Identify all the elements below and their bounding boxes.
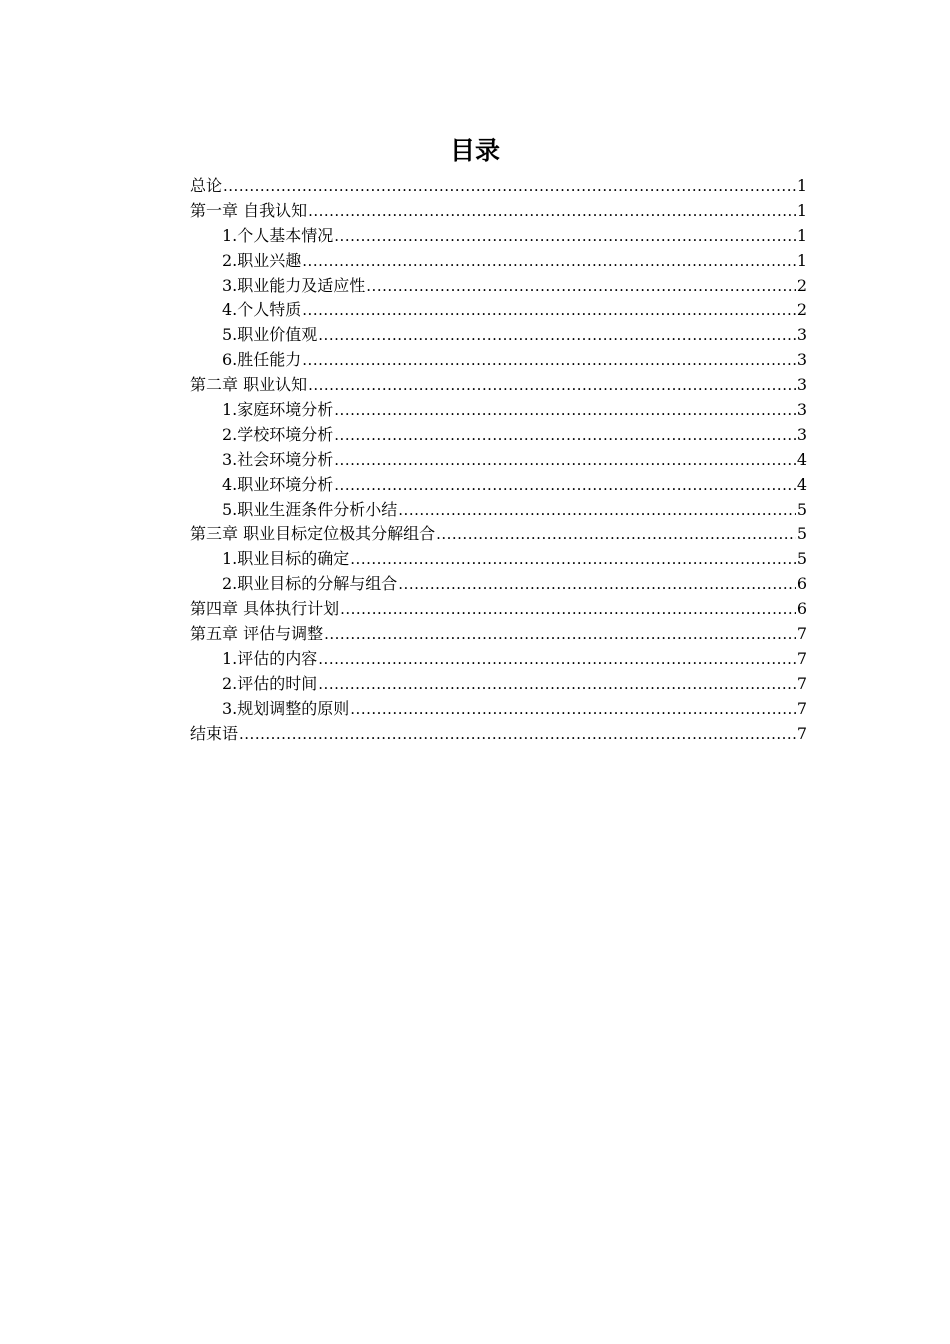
toc-list [190,174,807,746]
toc-entry-label: 1.个人基本情况 [222,225,334,245]
toc-entry[interactable] [190,249,807,274]
toc-entry-page-number: 1 [796,200,807,220]
toc-dot-leader [318,672,796,697]
toc-entry-label: 4.个人特质 [222,300,302,320]
toc-entry-label: 结束语 [190,723,239,743]
toc-entry-label: 第四章 具体执行计划 [190,599,340,619]
toc-entry[interactable] [190,547,807,572]
toc-entry-page-number: 5 [796,499,807,519]
toc-entry-label: 第二章 职业认知 [190,375,308,395]
toc-dot-leader [334,473,796,498]
toc-entry-label: 3.规划调整的原则 [222,698,350,718]
toc-dot-leader [334,398,796,423]
toc-dot-leader [350,697,796,722]
toc-entry-page-number: 3 [796,350,807,370]
toc-entry-label: 3.职业能力及适应性 [222,275,366,295]
toc-entry-page-number: 2 [796,275,807,295]
toc-dot-leader [308,373,796,398]
toc-entry[interactable] [190,647,807,672]
toc-dot-leader [398,498,796,523]
toc-entry-label: 5.职业生涯条件分析小结 [222,499,398,519]
toc-dot-leader [318,323,796,348]
toc-entry[interactable] [190,572,807,597]
toc-entry[interactable] [190,423,807,448]
toc-entry[interactable] [190,722,807,747]
toc-entry-page-number: 3 [796,400,807,420]
toc-entry[interactable] [190,522,807,547]
toc-entry-label: 2.评估的时间 [222,673,318,693]
toc-entry-label: 2.职业目标的分解与组合 [222,574,398,594]
toc-dot-leader [302,348,796,373]
toc-entry[interactable] [190,597,807,622]
toc-entry-page-number: 1 [796,176,807,195]
toc-dot-leader [398,572,796,597]
toc-entry-label: 第一章 自我认知 [190,200,308,220]
toc-entry-page-number: 3 [796,424,807,444]
toc-dot-leader [334,448,796,473]
toc-entry-page-number: 3 [796,325,807,345]
toc-entry-page-number: 6 [796,574,807,594]
toc-entry-label: 3.社会环境分析 [222,449,334,469]
toc-entry-page-number: 7 [796,723,807,743]
toc-dot-leader [239,722,796,747]
toc-entry[interactable] [190,498,807,523]
toc-dot-leader [324,622,796,647]
toc-entry-label: 1.职业目标的确定 [222,549,350,569]
toc-entry-page-number: 6 [796,599,807,619]
toc-dot-leader [334,423,796,448]
toc-entry[interactable] [190,348,807,373]
toc-entry-label: 6.胜任能力 [222,350,302,370]
toc-title: 目录 [449,136,500,165]
toc-entry-page-number: 5 [796,549,807,569]
toc-entry[interactable] [190,298,807,323]
toc-entry-page-number: 5 [796,524,807,544]
toc-entry-label: 2.职业兴趣 [222,250,302,270]
toc-entry[interactable] [190,398,807,423]
toc-dot-leader [340,597,796,622]
toc-entry[interactable] [190,448,807,473]
toc-entry-page-number: 7 [796,673,807,693]
toc-entry-page-number: 2 [796,300,807,320]
toc-dot-leader [436,522,796,547]
toc-entry[interactable] [190,697,807,722]
toc-entry-page-number: 1 [796,225,807,245]
toc-entry[interactable] [190,622,807,647]
toc-dot-leader [302,298,796,323]
toc-entry-label: 第三章 职业目标定位极其分解组合 [190,524,436,544]
toc-dot-leader [223,174,796,199]
toc-entry-page-number: 7 [796,624,807,644]
toc-entry-page-number: 7 [796,698,807,718]
toc-entry-label: 4.职业环境分析 [222,474,334,494]
toc-entry-label: 1.家庭环境分析 [222,400,334,420]
toc-entry[interactable] [190,274,807,299]
toc-dot-leader [302,249,796,274]
toc-dot-leader [318,647,796,672]
toc-entry-page-number: 7 [796,648,807,668]
toc-entry-page-number: 1 [796,250,807,270]
toc-dot-leader [366,274,796,299]
toc-entry-label: 5.职业价值观 [222,325,318,345]
toc-dot-leader [308,199,796,224]
toc-entry[interactable] [190,323,807,348]
toc-entry[interactable] [190,373,807,398]
toc-entry-label: 总论 [190,176,223,195]
toc-entry[interactable] [190,672,807,697]
toc-entry[interactable] [190,224,807,249]
toc-entry-page-number: 4 [796,474,807,494]
toc-dot-leader [334,224,796,249]
toc-entry-label: 1.评估的内容 [222,648,318,668]
toc-entry[interactable] [190,174,807,199]
toc-entry[interactable] [190,473,807,498]
toc-entry-page-number: 4 [796,449,807,469]
toc-entry-page-number: 3 [796,375,807,395]
toc-entry-label: 第五章 评估与调整 [190,624,324,644]
toc-dot-leader [350,547,796,572]
toc-entry[interactable] [190,199,807,224]
toc-entry-label: 2.学校环境分析 [222,424,334,444]
